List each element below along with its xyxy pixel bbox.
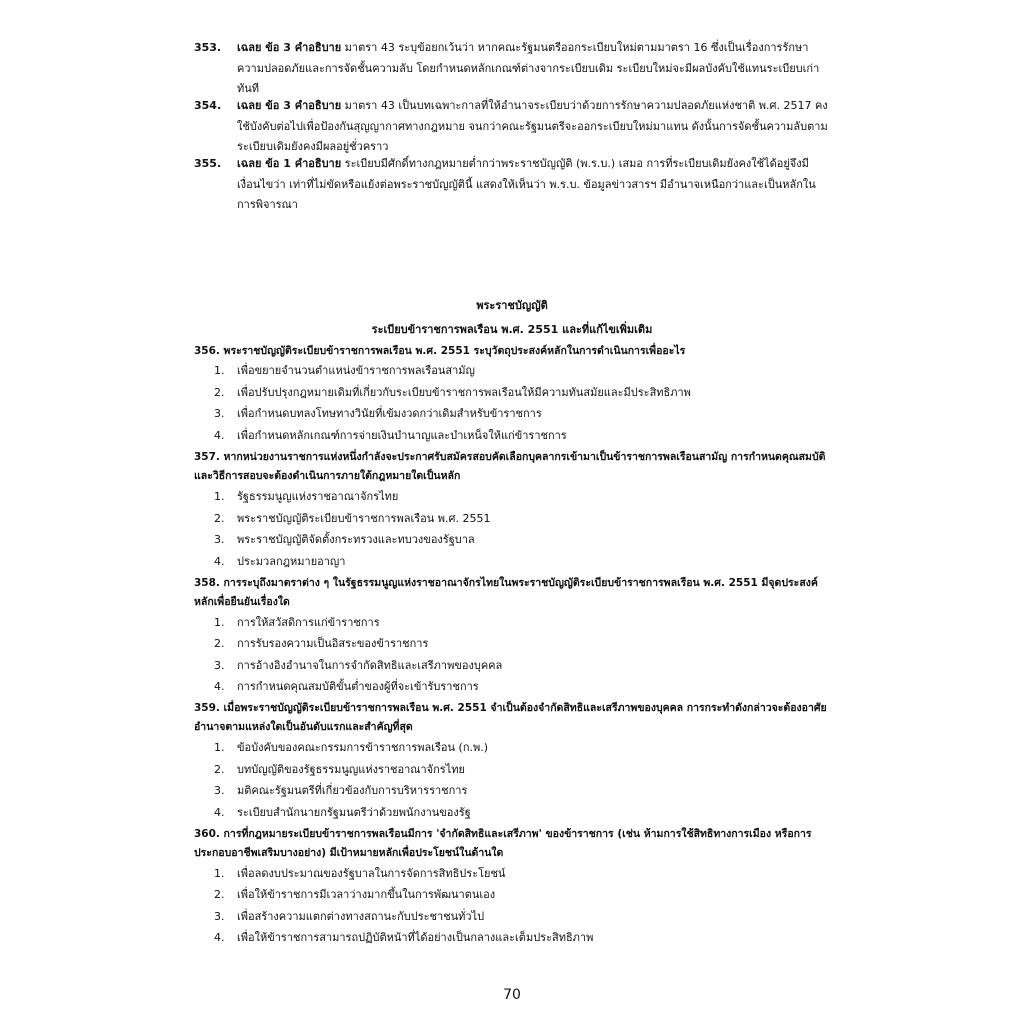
option	[214, 552, 834, 572]
option-text: เพื่อปรับปรุงกฎหมายเดิมที่เกี่ยวกับระเบียบข้าราชการพลเรือนให้มีความทันสมัยและมีประสิทธิภาพ	[237, 386, 691, 399]
option-number: 4.	[214, 555, 225, 568]
option	[214, 404, 834, 424]
answer-number: 354.	[194, 99, 222, 112]
option	[214, 803, 834, 823]
option-number: 1.	[214, 490, 225, 503]
option	[214, 677, 834, 697]
answer-355	[194, 154, 834, 216]
option-number: 2.	[214, 888, 225, 901]
option-text: เพื่อกำหนดหลักเกณฑ์การจ่ายเงินบำนาญและบำเหน็จให้แก่ข้าราชการ	[237, 429, 567, 442]
option-number: 2.	[214, 386, 225, 399]
option	[214, 383, 834, 403]
option-text: มติคณะรัฐมนตรีที่เกี่ยวข้องกับการบริหารราชการ	[237, 784, 468, 797]
option-number: 1.	[214, 741, 225, 754]
option	[214, 760, 834, 780]
option-text: การกำหนดคุณสมบัติขั้นต่ำของผู้ที่จะเข้ารับราชการ	[237, 680, 479, 693]
option-number: 3.	[214, 910, 225, 923]
option-number: 4.	[214, 680, 225, 693]
option-number: 4.	[214, 931, 225, 944]
option	[214, 509, 834, 529]
option-number: 3.	[214, 533, 225, 546]
option-number: 3.	[214, 407, 225, 420]
option-text: พระราชบัญญัติจัดตั้งกระทรวงและทบวงของรัฐบาล	[237, 533, 475, 546]
option-text: เพื่อให้ข้าราชการสามารถปฏิบัติหน้าที่ได้อย่างเป็นกลางและเต็มประสิทธิภาพ	[237, 931, 594, 944]
option-text: ระเบียบสำนักนายกรัฐมนตรีว่าด้วยพนักงานของรัฐ	[237, 806, 471, 819]
question-357: 357. หากหน่วยงานราชการแห่งหนึ่งกำลังจะประกาศรับสมัครสอบคัดเลือกบุคลากรเข้ามาเป็นข้าราชการพลเรือนสามัญ การกำหนดคุณสมบัติและวิธีการสอบจะต้องดำเนินการภายใต้กฎหมายใดเป็นหลัก	[194, 451, 826, 482]
answer-label: เฉลย ข้อ 3 คำอธิบาย	[237, 99, 342, 112]
option-number: 1.	[214, 616, 225, 629]
option-text: การรับรองความเป็นอิสระของข้าราชการ	[237, 637, 429, 650]
option-text: การให้สวัสดิการแก่ข้าราชการ	[237, 616, 380, 629]
option-text: พระราชบัญญัติระเบียบข้าราชการพลเรือน พ.ศ. 2551	[237, 512, 491, 525]
answer-text: ระเบียบมีศักดิ์ทางกฎหมายต่ำกว่าพระราชบัญญัติ (พ.ร.บ.) เสมอ การที่ระเบียบเดิมยังคงใช้ได้อยู่จึงมีเงื่อนไขว่า เท่าที่ไม่ขัดหรือแย้งต่อพระราชบัญญัตินี้ แสดงให้เห็นว่า พ.ร.บ. ข้อมูลข่าวสารฯ มีอำนาจเหนือกว่าและเป็นหลักในการพิจารณา	[237, 157, 816, 211]
answer-353	[194, 38, 834, 100]
option	[214, 907, 834, 927]
option	[214, 738, 834, 758]
question-356: 356. พระราชบัญญัติระเบียบข้าราชการพลเรือน พ.ศ. 2551 ระบุวัตถุประสงค์หลักในการดำเนินการเพื่ออะไร	[194, 345, 686, 357]
option	[214, 656, 834, 676]
option-text: บทบัญญัติของรัฐธรรมนูญแห่งราชอาณาจักรไทย	[237, 763, 465, 776]
option	[214, 781, 834, 801]
question-359: 359. เมื่อพระราชบัญญัติระเบียบข้าราชการพลเรือน พ.ศ. 2551 จำเป็นต้องจำกัดสิทธิและเสรีภาพของบุคคล การกระทำดังกล่าวจะต้องอาศัยอำนาจตามแหล่งใดเป็นอันดับแรกและสำคัญที่สุด	[194, 702, 827, 733]
option	[214, 487, 834, 507]
answer-label: เฉลย ข้อ 1 คำอธิบาย	[237, 157, 342, 170]
option-text: เพื่อลดงบประมาณของรัฐบาลในการจัดการสิทธิประโยชน์	[237, 867, 506, 880]
answer-text: มาตรา 43 ระบุข้อยกเว้นว่า หากคณะรัฐมนตรีออกระเบียบใหม่ตามมาตรา 16 ซึ่งเป็นเรื่องการรักษาความปลอดภัยและการจัดชั้นความลับ โดยกำหนดหลักเกณฑ์ต่างจากระเบียบเดิม ระเบียบใหม่จะมีผลบังคับใช้แทนระเบียบเก่าทันที	[237, 41, 820, 95]
option-number: 1.	[214, 364, 225, 377]
option	[214, 530, 834, 550]
option	[214, 928, 834, 948]
option-number: 4.	[214, 806, 225, 819]
question-358: 358. การระบุถึงมาตราต่าง ๆ ในรัฐธรรมนูญแห่งราชอาณาจักรไทยในพระราชบัญญัติระเบียบข้าราชการพลเรือน พ.ศ. 2551 มีจุดประสงค์หลักเพื่อยืนยันเรื่องใด	[194, 577, 818, 608]
question-360: 360. การที่กฎหมายระเบียบข้าราชการพลเรือนมีการ 'จำกัดสิทธิและเสรีภาพ' ของข้าราชการ (เช่น ห้ามการใช้สิทธิทางการเมือง หรือการประกอบอาชีพเสริมบางอย่าง) มีเป้าหมายหลักเพื่อประโยชน์ในด้านใด	[194, 828, 812, 859]
option-number: 4.	[214, 429, 225, 442]
option-number: 1.	[214, 867, 225, 880]
option-text: เพื่อขยายจำนวนตำแหน่งข้าราชการพลเรือนสามัญ	[237, 364, 475, 377]
option	[214, 864, 834, 884]
option	[214, 613, 834, 633]
option-number: 2.	[214, 512, 225, 525]
option-number: 2.	[214, 763, 225, 776]
section-title: พระราชบัญญัติ	[476, 299, 548, 312]
option-number: 2.	[214, 637, 225, 650]
option-text: ประมวลกฎหมายอาญา	[237, 555, 346, 568]
option	[214, 885, 834, 905]
option-text: ข้อบังคับของคณะกรรมการข้าราชการพลเรือน (ก.พ.)	[237, 741, 489, 754]
option	[214, 426, 834, 446]
option-text: รัฐธรรมนูญแห่งราชอาณาจักรไทย	[237, 490, 399, 503]
option-number: 3.	[214, 659, 225, 672]
answer-number: 355.	[194, 157, 222, 170]
answer-text: มาตรา 43 เป็นบทเฉพาะกาลที่ให้อำนาจระเบียบว่าด้วยการรักษาความปลอดภัยแห่งชาติ พ.ศ. 2517 คงใช้บังคับต่อไปเพื่อป้องกันสุญญากาศทางกฎหมาย จนกว่าคณะรัฐมนตรีจะออกระเบียบใหม่มาแทน ดังนั้นการจัดชั้นความลับตามระเบียบเดิมยังคงมีผลอยู่ชั่วคราว	[237, 99, 828, 153]
option-text: เพื่อสร้างความแตกต่างทางสถานะกับประชาชนทั่วไป	[237, 910, 485, 923]
answer-number: 353.	[194, 41, 222, 54]
section-subtitle: ระเบียบข้าราชการพลเรือน พ.ศ. 2551 และที่แก้ไขเพิ่มเติม	[371, 323, 653, 336]
answer-354	[194, 96, 834, 158]
option-text: เพื่อให้ข้าราชการมีเวลาว่างมากขึ้นในการพัฒนาตนเอง	[237, 888, 496, 901]
answer-label: เฉลย ข้อ 3 คำอธิบาย	[237, 41, 342, 54]
option-text: เพื่อกำหนดบทลงโทษทางวินัยที่เข้มงวดกว่าเดิมสำหรับข้าราชการ	[237, 407, 542, 420]
option-text: การอ้างอิงอำนาจในการจำกัดสิทธิและเสรีภาพของบุคคล	[237, 659, 503, 672]
option-number: 3.	[214, 784, 225, 797]
page-number: 70	[503, 987, 521, 1003]
option	[214, 361, 834, 381]
option	[214, 634, 834, 654]
